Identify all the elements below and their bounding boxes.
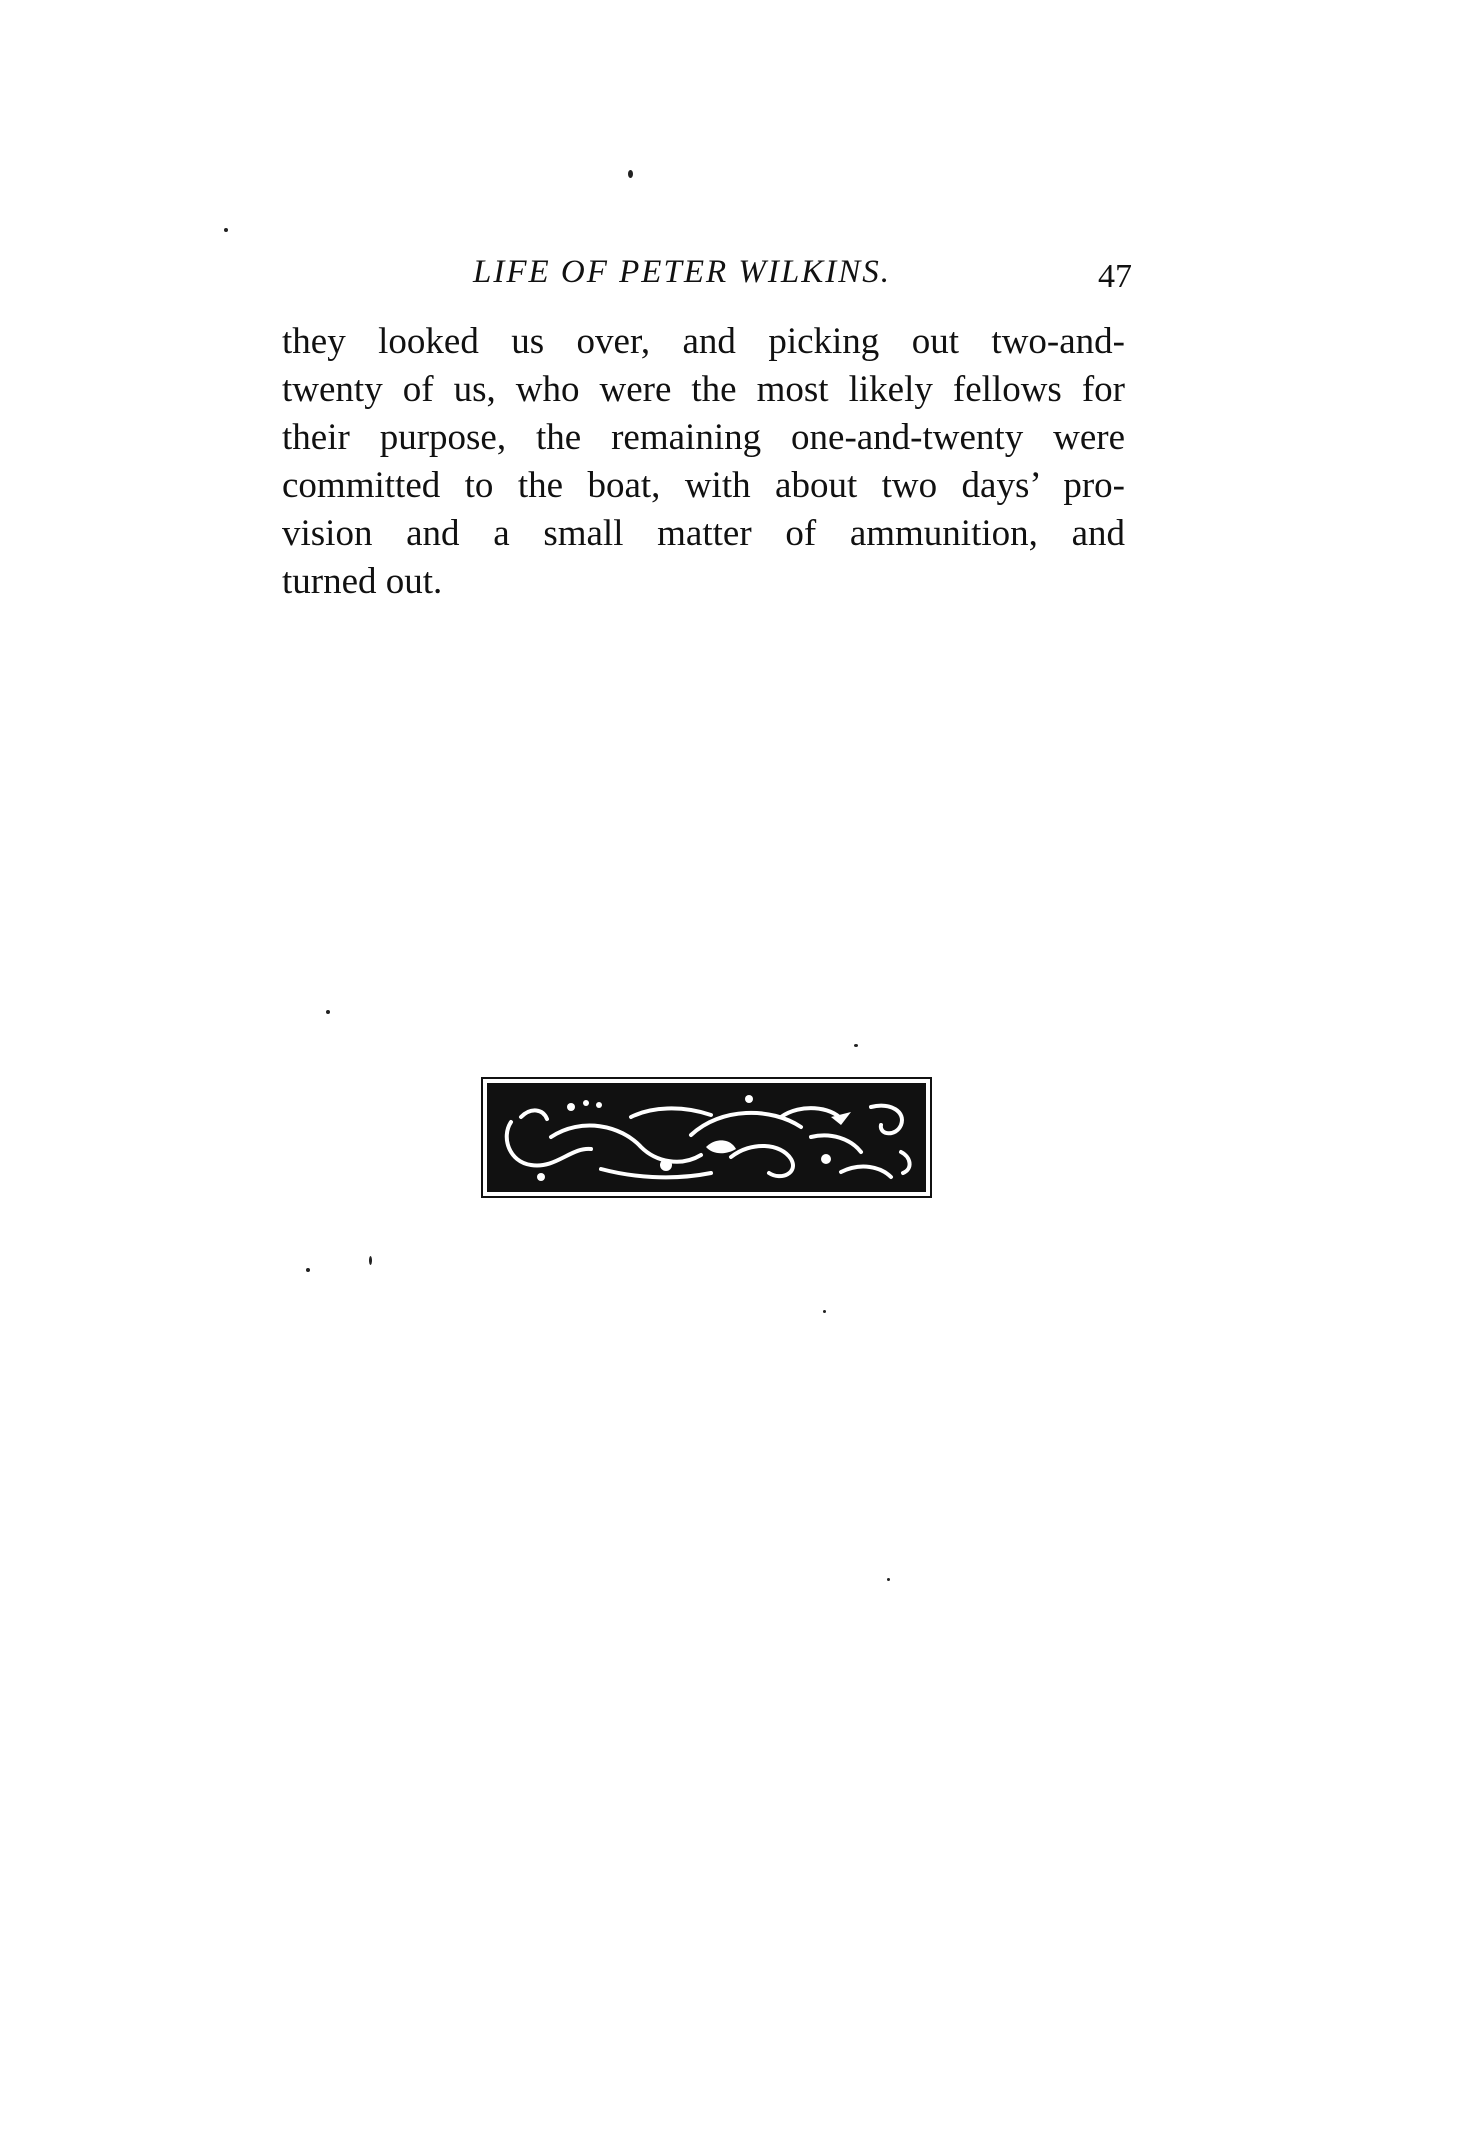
running-title: LIFE OF PETER WILKINS. <box>473 254 891 290</box>
print-speck <box>369 1256 372 1265</box>
print-speck <box>306 1268 310 1272</box>
running-head <box>282 248 1132 298</box>
print-speck <box>854 1044 858 1047</box>
floral-scroll-tailpiece-icon <box>481 1077 932 1198</box>
text-line: committed to the boat, with about two days’ pro- <box>282 465 1125 506</box>
print-speck <box>887 1578 890 1581</box>
print-speck <box>224 228 228 232</box>
text-line: they looked us over, and picking out two-and- <box>282 321 1125 362</box>
body-paragraph <box>282 318 1125 606</box>
page-number: 47 <box>1098 258 1132 295</box>
text-line: vision and a small matter of ammunition, and <box>282 513 1125 554</box>
text-line: twenty of us, who were the most likely fellows for <box>282 369 1125 410</box>
text-line: turned out. <box>282 561 443 602</box>
print-speck <box>326 1010 330 1014</box>
text-line: their purpose, the remaining one-and-twenty were <box>282 417 1125 458</box>
print-speck <box>823 1310 826 1313</box>
print-speck <box>628 170 633 178</box>
